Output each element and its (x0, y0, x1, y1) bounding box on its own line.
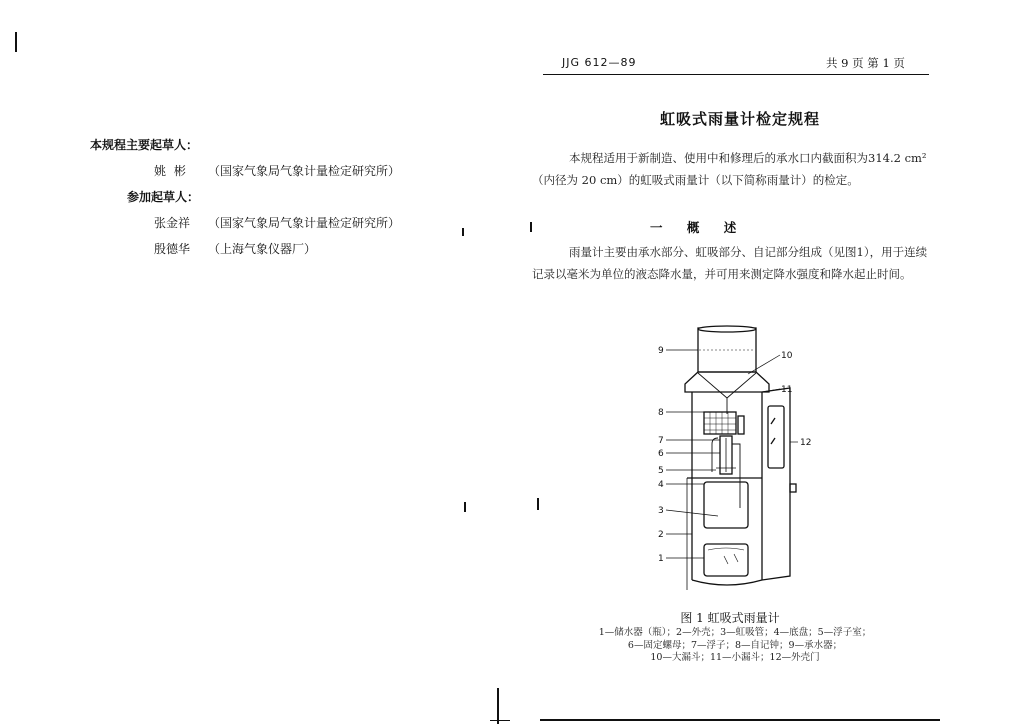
label-1: 1 (658, 554, 664, 564)
legend-line: 1—储水器（瓶）；2—外壳；3—虹吸管；4—底盘；5—浮子室； (598, 627, 872, 638)
participant-org: （上海气象仪器厂） (208, 242, 317, 256)
scan-mark (537, 498, 539, 510)
label-5: 5 (658, 466, 664, 476)
scan-mark (464, 502, 466, 512)
label-11: 11 (781, 385, 793, 395)
scan-mark (462, 228, 464, 236)
section-heading: 一 概 述 (650, 220, 747, 235)
rain-gauge-diagram (640, 318, 830, 608)
label-7: 7 (658, 436, 664, 446)
label-2: 2 (658, 530, 664, 540)
scan-mark (530, 222, 532, 232)
drafter-org: （国家气象局气象计量检定研究所） (208, 164, 401, 178)
scan-mark (15, 32, 17, 52)
label-10: 10 (781, 351, 793, 361)
reservoir-part (704, 482, 748, 576)
header-rule (543, 74, 929, 75)
label-9: 9 (658, 346, 664, 356)
door-part (762, 388, 796, 580)
drafter-name: 姚 彬 (154, 164, 188, 178)
collector-part (698, 326, 756, 372)
main-drafters-heading: 本规程主要起草人： (90, 138, 199, 152)
scan-mark (490, 720, 510, 721)
participant-name: 殷德华 (154, 242, 191, 256)
clock-drum-part (704, 412, 744, 434)
legend-line: 10—大漏斗；11—小漏斗；12—外壳门 (650, 652, 820, 663)
figure-caption: 图 1 虹吸式雨量计 (680, 611, 780, 625)
participating-heading: 参加起草人： (127, 190, 200, 204)
label-12: 12 (800, 438, 812, 448)
participant-name: 张金祥 (154, 216, 191, 230)
label-3: 3 (658, 506, 664, 516)
participant-org: （国家气象局气象计量检定研究所） (208, 216, 401, 230)
intro-paragraph: 本规程适用于新制造、使用中和修理后的承水口内截面积为314.2 cm²（内径为 20 cm）的虹吸式雨量计（以下简称雨量计）的检定。 (532, 151, 927, 187)
label-8: 8 (658, 408, 664, 418)
funnel-part (685, 372, 769, 414)
scan-mark (540, 719, 940, 721)
label-4: 4 (658, 480, 664, 490)
standard-code: JJG 612—89 (562, 56, 637, 69)
page-info: 共 9 页 第 1 页 (826, 56, 905, 70)
legend-line: 6—固定螺母；7—浮子；8—自记钟；9—承水器； (627, 639, 843, 651)
document-title: 虹吸式雨量计检定规程 (659, 110, 820, 128)
float-siphon-part (712, 436, 740, 508)
figure-legend (570, 627, 900, 665)
label-6: 6 (658, 449, 664, 459)
scan-mark (497, 688, 499, 724)
housing-part (687, 392, 762, 590)
overview-paragraph: 雨量计主要由承水部分、虹吸部分、自记部分组成（见图1），用于连续记录以毫米为单位的液态降水量，并可用来测定降水强度和降水起止时间。 (532, 245, 928, 281)
